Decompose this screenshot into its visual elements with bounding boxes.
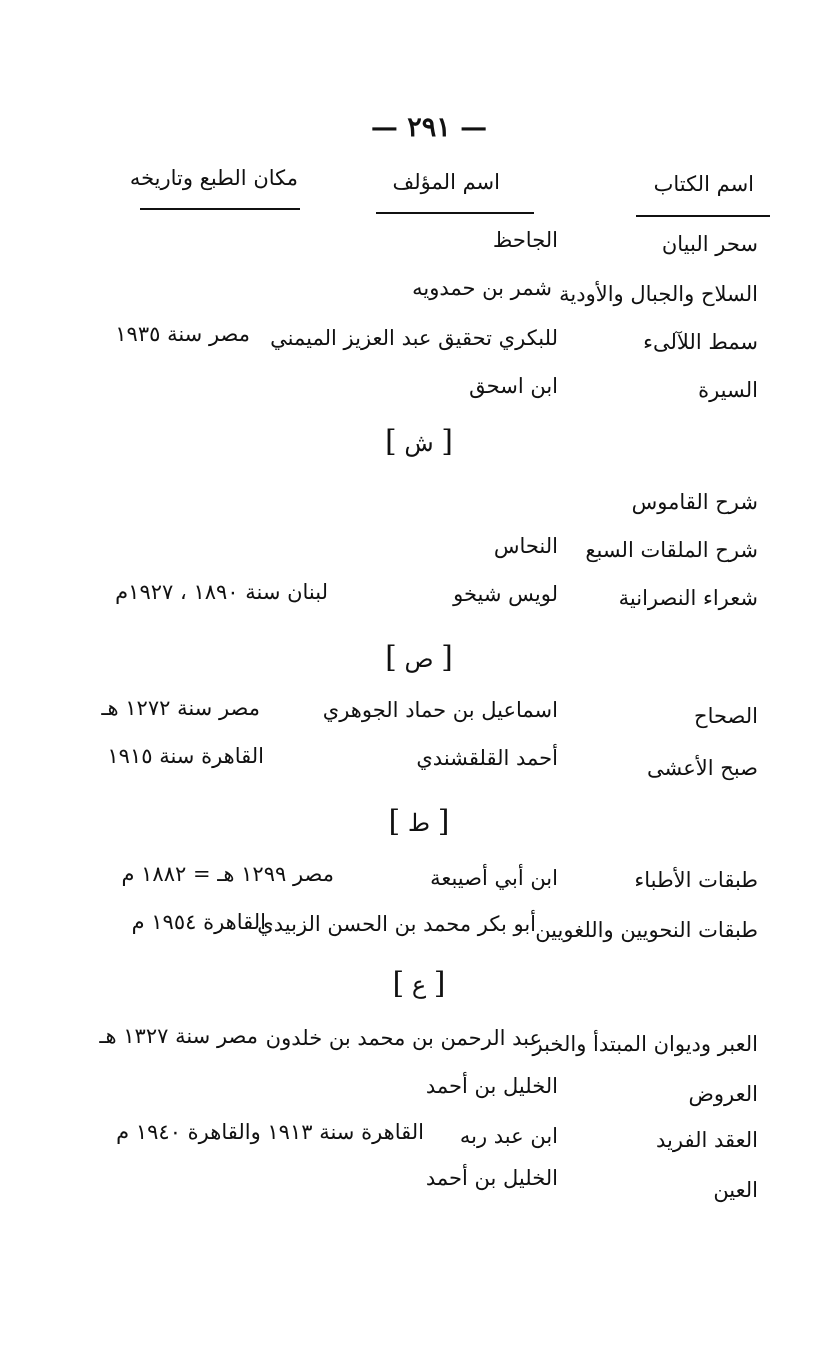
entry-publication: القاهرة سنة ١٩١٣ والقاهرة ١٩٤٠ م bbox=[116, 1120, 424, 1144]
column-rule-book bbox=[636, 215, 770, 217]
column-header-book: اسم الكتاب bbox=[653, 172, 754, 196]
entry-title: السيرة bbox=[698, 378, 758, 402]
section-letter-heading: [ ش ] bbox=[384, 424, 453, 459]
entry-author: للبكري تحقيق عبد العزيز الميمني bbox=[270, 326, 558, 350]
entry-author: الخليل بن أحمد bbox=[425, 1074, 558, 1098]
entry-title: شعراء النصرانية bbox=[618, 586, 758, 610]
entry-author: النحاس bbox=[493, 534, 558, 558]
entry-author: لويس شيخو bbox=[453, 582, 558, 606]
entry-author: الجاحظ bbox=[492, 228, 558, 252]
column-rule-publication bbox=[140, 208, 300, 210]
entry-title: طبقات النحويين واللغويين bbox=[535, 918, 758, 942]
section-letter-heading: [ ص ] bbox=[385, 640, 453, 675]
entry-title: العروض bbox=[688, 1082, 758, 1106]
column-header-publication: مكان الطبع وتاريخه bbox=[129, 166, 298, 190]
entry-title: العبر وديوان المبتدأ والخبر bbox=[532, 1032, 758, 1056]
column-header-author: اسم المؤلف bbox=[392, 170, 500, 194]
entry-title: شرح القاموس bbox=[631, 490, 758, 514]
entry-author: شمر بن حمدويه bbox=[412, 276, 552, 300]
entry-author: اسماعيل بن حماد الجوهري bbox=[322, 698, 558, 722]
entry-title: صبح الأعشى bbox=[647, 756, 758, 780]
entry-author: أبو بكر محمد بن الحسن الزبيدي bbox=[257, 912, 536, 936]
entry-title: العين bbox=[713, 1178, 758, 1202]
column-rule-author bbox=[376, 212, 534, 214]
entry-title: شرح الملقات السبع bbox=[585, 538, 758, 562]
entry-publication: القاهرة سنة ١٩١٥ bbox=[107, 744, 264, 768]
page-number: — ٢٩١ — bbox=[370, 112, 488, 143]
section-letter-heading: [ ع ] bbox=[392, 966, 446, 1001]
entry-author: ابن عبد ربه bbox=[459, 1124, 558, 1148]
entry-publication: القاهرة ١٩٥٤ م bbox=[131, 910, 266, 934]
section-letter: ط bbox=[407, 809, 431, 837]
entry-title: سمط اللآلىء bbox=[643, 330, 758, 354]
entry-publication: مصر سنة ١٢٧٢ هـ bbox=[101, 696, 260, 720]
entry-title: العقد الفريد bbox=[656, 1128, 758, 1152]
entry-author: ابن أبي أصيبعة bbox=[430, 866, 558, 890]
entry-publication: مصر سنة ١٩٣٥ bbox=[115, 322, 250, 346]
entry-title: الصحاح bbox=[694, 704, 758, 728]
entry-title: طبقات الأطباء bbox=[634, 868, 758, 892]
section-letter: ش bbox=[404, 429, 434, 457]
entry-publication: لبنان سنة ١٨٩٠ ، ١٩٢٧م bbox=[115, 580, 328, 604]
entry-publication: مصر ١٢٩٩ هـ = ١٨٨٢ م bbox=[121, 862, 334, 886]
entry-author: عبد الرحمن بن محمد بن خلدون bbox=[265, 1026, 542, 1050]
entry-title: السلاح والجبال والأودية bbox=[559, 282, 758, 306]
entry-author: أحمد القلقشندي bbox=[416, 746, 558, 770]
entry-author: الخليل بن أحمد bbox=[425, 1166, 558, 1190]
section-letter: ص bbox=[404, 645, 434, 673]
entry-author: ابن اسحق bbox=[469, 374, 558, 398]
section-letter: ع bbox=[411, 971, 427, 999]
section-letter-heading: [ ط ] bbox=[388, 804, 450, 839]
entry-title: سحر البيان bbox=[661, 232, 758, 256]
entry-publication: مصر سنة ١٣٢٧ هـ bbox=[99, 1024, 258, 1048]
